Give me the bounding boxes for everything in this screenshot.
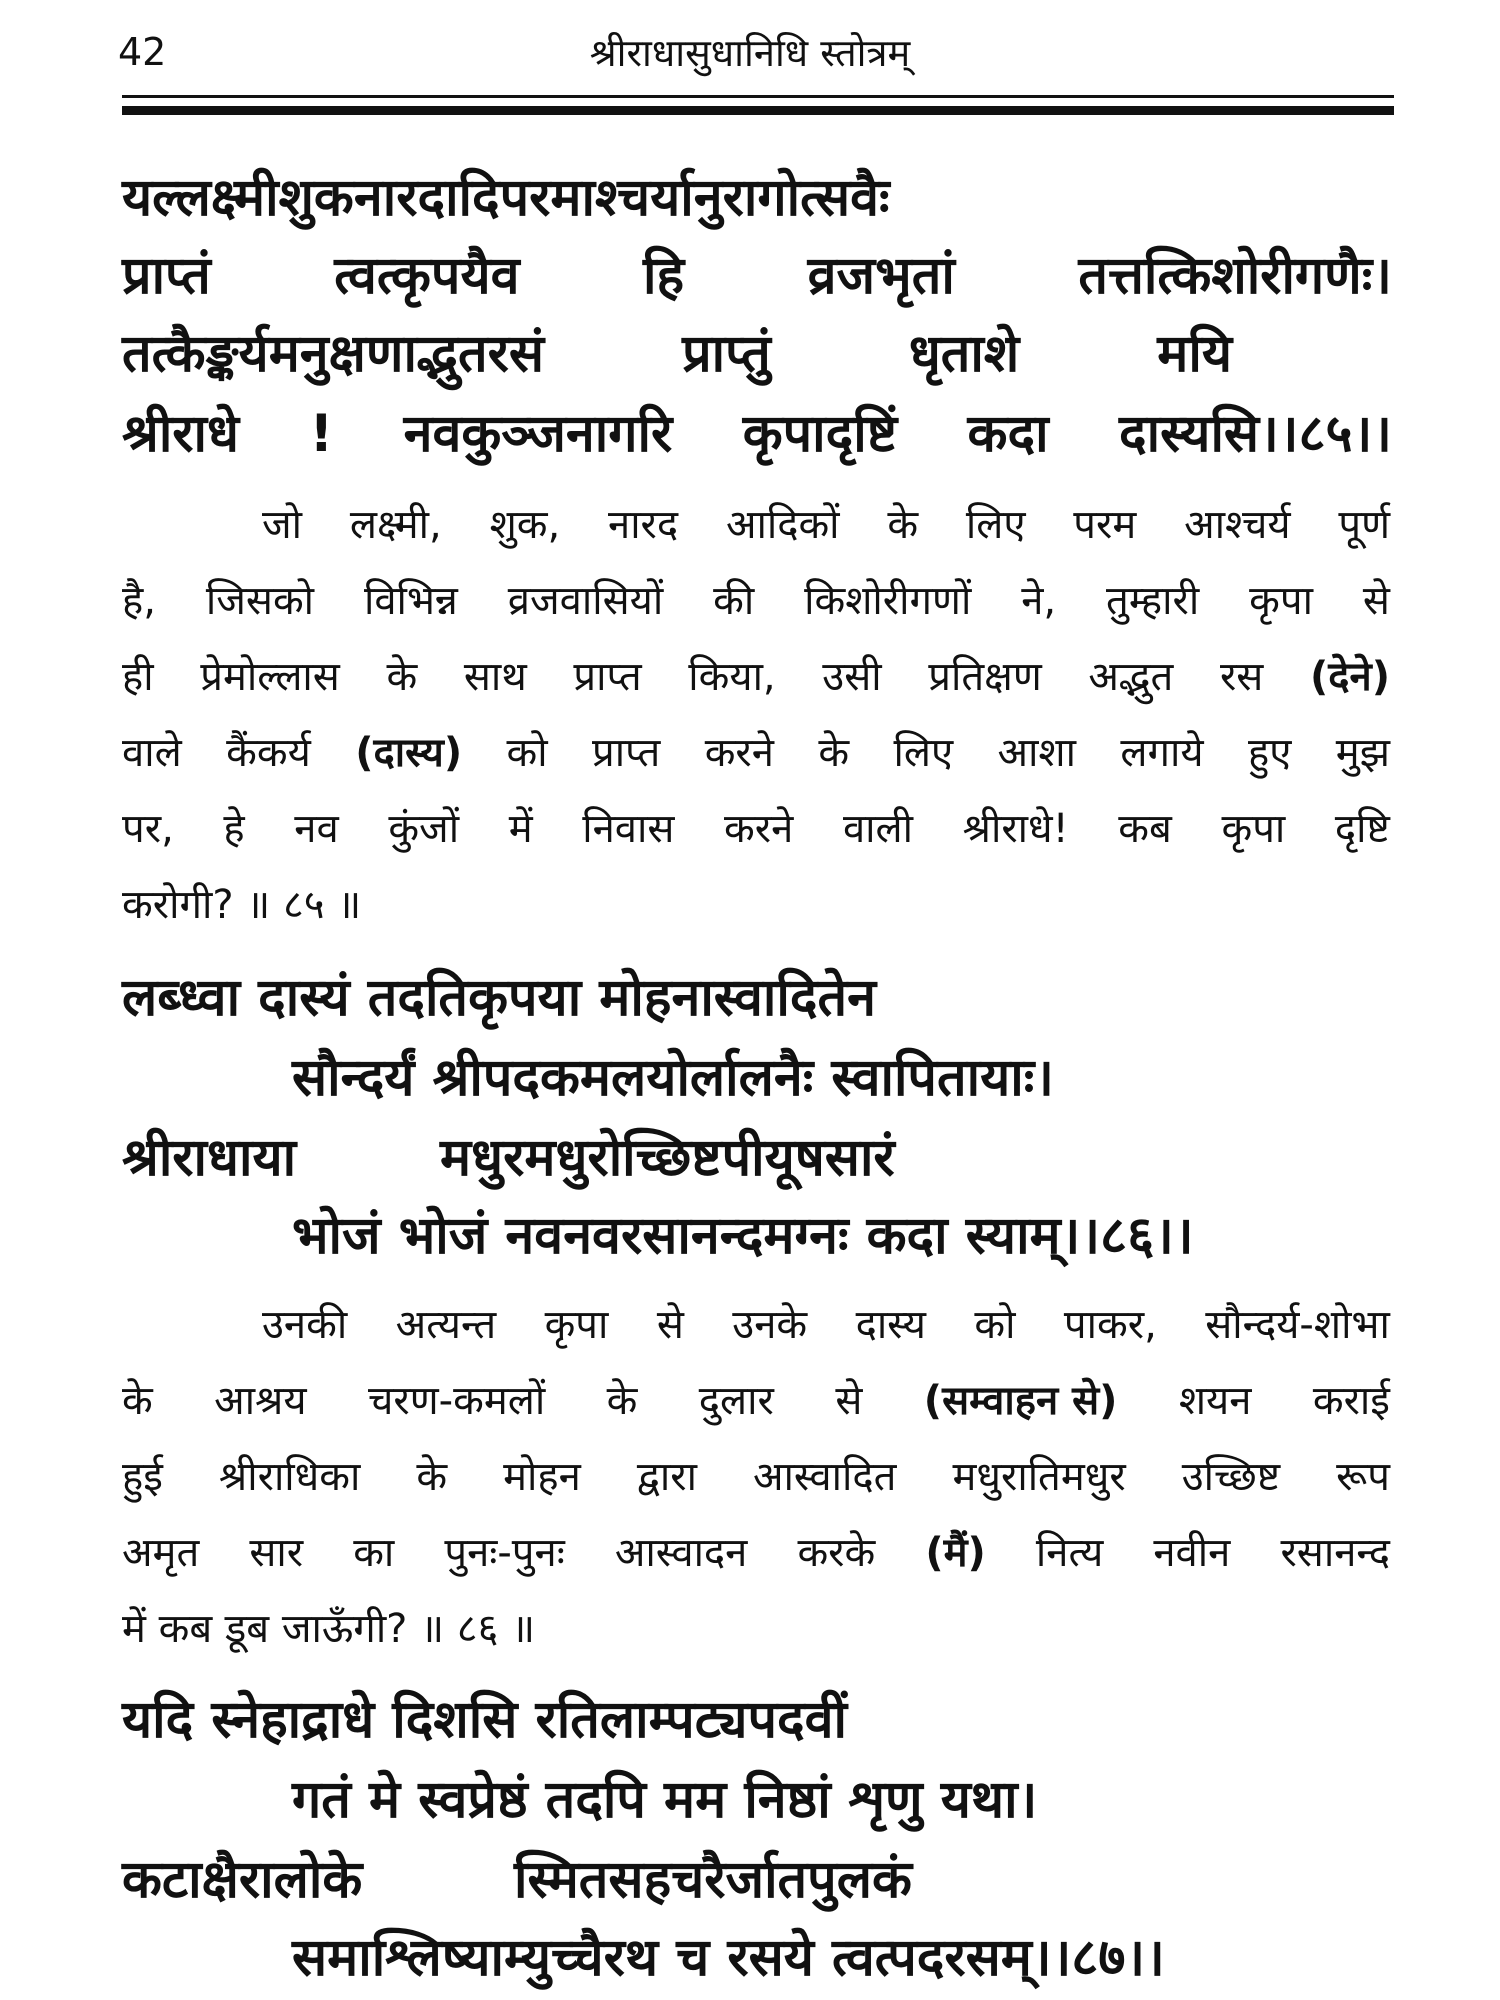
verse-87-line-1	[122, 1690, 1392, 1750]
word: दुलार	[698, 1378, 774, 1424]
translation-85-line-5	[122, 804, 1390, 854]
verse-text: गतं मे स्वप्रेष्ठं तदपि मम निष्ठां शृणु यथा।	[292, 1770, 1038, 1830]
word: उच्छिष्ट	[1181, 1454, 1281, 1500]
word: शयन	[1178, 1378, 1252, 1424]
word: पाकर,	[1063, 1302, 1157, 1348]
verse-86-line-2	[122, 1048, 1392, 1108]
word: करने	[724, 806, 794, 852]
verse-word: तत्कैङ्कर्यमनुक्षणाद्भुतरसं	[122, 324, 545, 384]
word: से	[835, 1378, 863, 1424]
word: करने	[704, 730, 774, 776]
verse-85-line-4	[122, 404, 1392, 464]
word: अत्यन्त	[395, 1302, 497, 1348]
word: नव	[294, 806, 339, 852]
word: विभिन्न	[363, 578, 458, 624]
word: हुई	[122, 1454, 163, 1500]
word: जिसको	[205, 578, 315, 624]
word: को	[974, 1302, 1016, 1348]
word: आशा	[997, 730, 1076, 776]
word: अमृत	[122, 1530, 200, 1576]
word: किशोरीगणों	[804, 578, 972, 624]
word: दृष्टि	[1334, 806, 1390, 852]
word: प्रेमोल्लास	[200, 654, 340, 700]
verse-text: समाश्लिष्याम्युच्चैरथ च रसये त्वत्पदरसम्।।८७।।	[292, 1928, 1165, 1988]
translation-85-line-3	[122, 652, 1390, 702]
word: वाले	[122, 730, 182, 776]
word: हुए	[1248, 730, 1292, 776]
verse-87-line-4	[122, 1928, 1392, 1988]
word: अद्भुत	[1088, 654, 1174, 700]
translation-85-line-6	[122, 880, 1390, 930]
word: तुम्हारी	[1106, 578, 1200, 624]
word: लक्ष्मी,	[349, 502, 442, 548]
word: व्रजवासियों	[507, 578, 664, 624]
word: नित्य	[1035, 1530, 1104, 1576]
word: रसानन्द	[1280, 1530, 1390, 1576]
word: शुक,	[489, 502, 561, 548]
word: उसी	[822, 654, 882, 700]
word: ही	[122, 654, 154, 700]
bold-word: (दास्य)	[355, 730, 463, 776]
word: रस	[1219, 654, 1264, 700]
word: पुनः-पुनः	[444, 1530, 565, 1576]
word: आश्रय	[214, 1378, 307, 1424]
word: नारद	[608, 502, 679, 548]
word: परम	[1073, 502, 1137, 548]
word: कैंकर्य	[226, 730, 311, 776]
word: में कब डूब जाऊँगी? ॥ ८६ ॥	[122, 1606, 536, 1652]
translation-85-line-2	[122, 576, 1390, 626]
verse-87-line-3	[122, 1850, 1392, 1910]
verse-text: यदि स्नेहाद्राधे दिशसि रतिलाम्पट्यपदवीं	[122, 1690, 848, 1750]
word: कृपा	[1249, 578, 1313, 624]
word: लगाये	[1120, 730, 1204, 776]
verse-word: व्रजभृतां	[807, 246, 955, 306]
verse-85-line-1	[122, 168, 1392, 228]
verse-text: स्मितसहचरैर्जातपुलकं	[514, 1850, 912, 1910]
verse-85-line-3	[122, 324, 1232, 384]
word: नवीन	[1153, 1530, 1231, 1576]
verse-text: भोजं भोजं नवनवरसानन्दमग्नः कदा स्याम्।।८६।।	[292, 1206, 1194, 1266]
word: कब	[1118, 806, 1172, 852]
translation-86-line-5	[122, 1604, 1390, 1654]
verse-word: कृपादृष्टिं	[742, 404, 898, 464]
word: कृपा	[544, 1302, 609, 1348]
word: से	[1362, 578, 1390, 624]
word: करके	[797, 1530, 876, 1576]
verse-word: नवकुञ्जनागरि	[403, 404, 673, 464]
verse-word: यल्लक्ष्मीशुकनारदादिपरमाश्चर्यानुरागोत्सवैः	[122, 168, 890, 228]
word: करोगी? ॥ ८५ ॥	[122, 882, 362, 928]
word: दास्य	[855, 1302, 926, 1348]
verse-text: मधुरमधुरोच्छिष्टपीयूषसारं	[440, 1128, 895, 1188]
verse-87-line-2	[122, 1770, 1392, 1830]
translation-86-line-4	[122, 1528, 1390, 1578]
word: कराई	[1312, 1378, 1390, 1424]
translation-86-line-1	[122, 1300, 1390, 1350]
word: मधुरातिमधुर	[952, 1454, 1126, 1500]
verse-text: कटाक्षैरालोके	[122, 1850, 363, 1910]
word: के	[606, 1378, 638, 1424]
verse-word: मयि	[1157, 324, 1232, 384]
word: उनके	[732, 1302, 808, 1348]
verse-word: कदा	[967, 404, 1049, 464]
verse-word: त्वत्कृपयैव	[334, 246, 520, 306]
verse-word: प्राप्तुं	[682, 324, 771, 384]
word: किया,	[688, 654, 776, 700]
header-rule-thin	[122, 95, 1394, 98]
word: उनकी	[262, 1302, 348, 1348]
word: हे	[223, 806, 245, 852]
word: वाली	[842, 806, 914, 852]
word: आश्चर्य	[1184, 502, 1291, 548]
word: में	[508, 806, 533, 852]
running-title: श्रीराधासुधानिधि स्तोत्रम्	[589, 31, 911, 75]
verse-text: सौन्दर्यं श्रीपदकमलयोर्लालनैः स्वापितायाः।	[292, 1048, 1054, 1108]
word: श्रीराधिका	[218, 1454, 361, 1500]
word: ने,	[1021, 578, 1057, 624]
word: प्रतिक्षण	[928, 654, 1042, 700]
word: पूर्ण	[1338, 502, 1390, 548]
word: कृपा	[1221, 806, 1286, 852]
verse-word: दास्यसि।।८५।।	[1118, 404, 1392, 464]
word: के	[386, 654, 418, 700]
word: है,	[122, 578, 156, 624]
word: प्राप्त	[592, 730, 661, 776]
translation-86-line-3	[122, 1452, 1390, 1502]
bold-word: (मैं)	[925, 1530, 986, 1576]
word: लिए	[965, 502, 1026, 548]
word: चरण-कमलों	[367, 1378, 546, 1424]
word: आस्वादित	[752, 1454, 897, 1500]
page-number: 42	[118, 30, 167, 74]
word: के	[887, 502, 919, 548]
word: का	[353, 1530, 395, 1576]
word: जो	[262, 502, 303, 548]
word: द्वारा	[636, 1454, 697, 1500]
verse-word: तत्तत्किशोरीगणैः।	[1078, 246, 1392, 306]
word: के	[818, 730, 850, 776]
word: आदिकों	[725, 502, 840, 548]
verse-text: लब्ध्वा दास्यं तदतिकृपया मोहनास्वादितेन	[122, 968, 876, 1028]
verse-word: !	[309, 404, 334, 464]
bold-word: (सम्वाहन से)	[923, 1378, 1118, 1424]
word: के	[122, 1378, 153, 1424]
word: लिए	[893, 730, 954, 776]
word: के	[416, 1454, 448, 1500]
header-rule-thick	[122, 106, 1394, 115]
word: को	[506, 730, 548, 776]
verse-86-line-1	[122, 968, 1392, 1028]
word: मुझ	[1335, 730, 1390, 776]
word: आस्वादन	[614, 1530, 748, 1576]
word: निवास	[582, 806, 675, 852]
word: से	[656, 1302, 684, 1348]
verse-word: हि	[643, 246, 685, 306]
word: सार	[249, 1530, 304, 1576]
verse-86-line-4	[122, 1206, 1392, 1266]
word: साथ	[463, 654, 527, 700]
word: की	[713, 578, 755, 624]
word: रूप	[1336, 1454, 1390, 1500]
verse-85-line-2	[122, 246, 1392, 306]
word: मोहन	[503, 1454, 581, 1500]
word: पर,	[122, 806, 174, 852]
word: प्राप्त	[573, 654, 642, 700]
word: सौन्दर्य-शोभा	[1205, 1302, 1390, 1348]
bold-word: (देने)	[1309, 654, 1390, 700]
verse-text: श्रीराधाया	[122, 1128, 297, 1188]
word: श्रीराधे!	[962, 806, 1069, 852]
verse-word: धृताशे	[908, 324, 1020, 384]
verse-86-line-3	[122, 1128, 1392, 1188]
translation-86-line-2	[122, 1376, 1390, 1426]
verse-word: श्रीराधे	[122, 404, 240, 464]
word: कुंजों	[388, 806, 460, 852]
translation-85-line-4	[122, 728, 1390, 778]
verse-word: प्राप्तं	[122, 246, 211, 306]
translation-85-line-1	[122, 500, 1390, 550]
